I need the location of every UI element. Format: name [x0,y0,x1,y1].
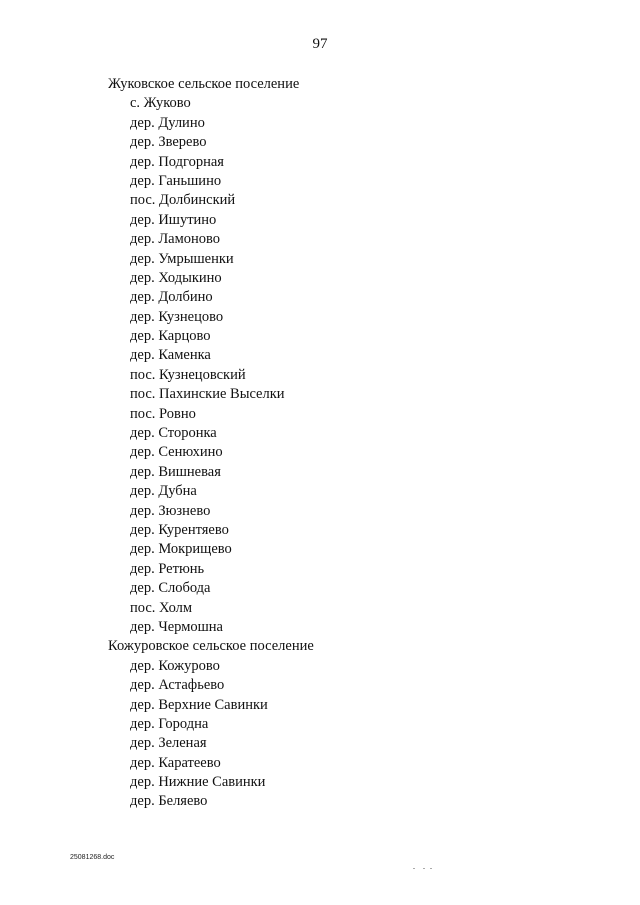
settlement-item: дер. Зеленая [130,735,207,752]
settlement-item: дер. Верхние Савинки [130,696,268,713]
settlement-item: с. Жуково [130,95,191,112]
settlement-item: дер. Сторонка [130,425,217,442]
settlement-item: дер. Ишутино [130,211,217,228]
settlement-item: дер. Умрышенки [130,250,234,267]
settlement-item: дер. Чермошна [130,618,223,635]
settlement-item: дер. Подгорная [130,153,224,170]
page-number: 97 [312,36,328,52]
settlement-item: дер. Зверево [130,134,207,151]
settlement-item: пос. Холм [130,599,193,616]
settlement-item: дер. Долбино [130,289,213,306]
settlement-item: дер. Дулино [130,114,205,131]
section-title: Кожуровское сельское поселение [108,638,314,655]
settlement-item: дер. Сенюхино [130,444,223,461]
settlement-item: дер. Зюзнево [130,502,211,519]
settlement-item: дер. Ганьшино [130,172,222,189]
settlement-item: пос. Долбинский [130,192,236,209]
settlement-item: дер. Городна [130,715,209,732]
settlement-item: дер. Мокрищево [130,541,232,558]
settlement-item: дер. Каратеево [130,754,221,771]
settlement-item: пос. Кузнецовский [130,366,246,383]
footer-filename: 25081268.doc [70,854,115,861]
settlement-item: дер. Ходыкино [130,269,222,286]
settlement-item: дер. Каменка [130,347,211,364]
settlement-item: пос. Ровно [130,405,196,422]
settlement-item: дер. Кожурово [130,657,220,674]
settlement-item: дер. Астафьево [130,677,225,694]
scan-speck [413,868,433,870]
settlement-list [0,75,640,812]
settlement-item: дер. Ретюнь [130,560,205,577]
settlement-item: дер. Нижние Савинки [130,774,266,791]
settlement-item: дер. Кузнецово [130,308,224,325]
settlement-item: дер. Курентяево [130,521,229,538]
settlement-item: дер. Карцово [130,328,211,345]
settlement-item: пос. Пахинские Выселки [130,386,285,403]
settlement-item: дер. Слобода [130,580,211,597]
settlement-item: дер. Дубна [130,483,197,500]
section-title: Жуковское сельское поселение [108,76,300,92]
settlement-item: дер. Вишневая [130,463,221,480]
settlement-item: дер. Ламоново [130,231,221,248]
settlement-item: дер. Беляево [130,793,208,810]
